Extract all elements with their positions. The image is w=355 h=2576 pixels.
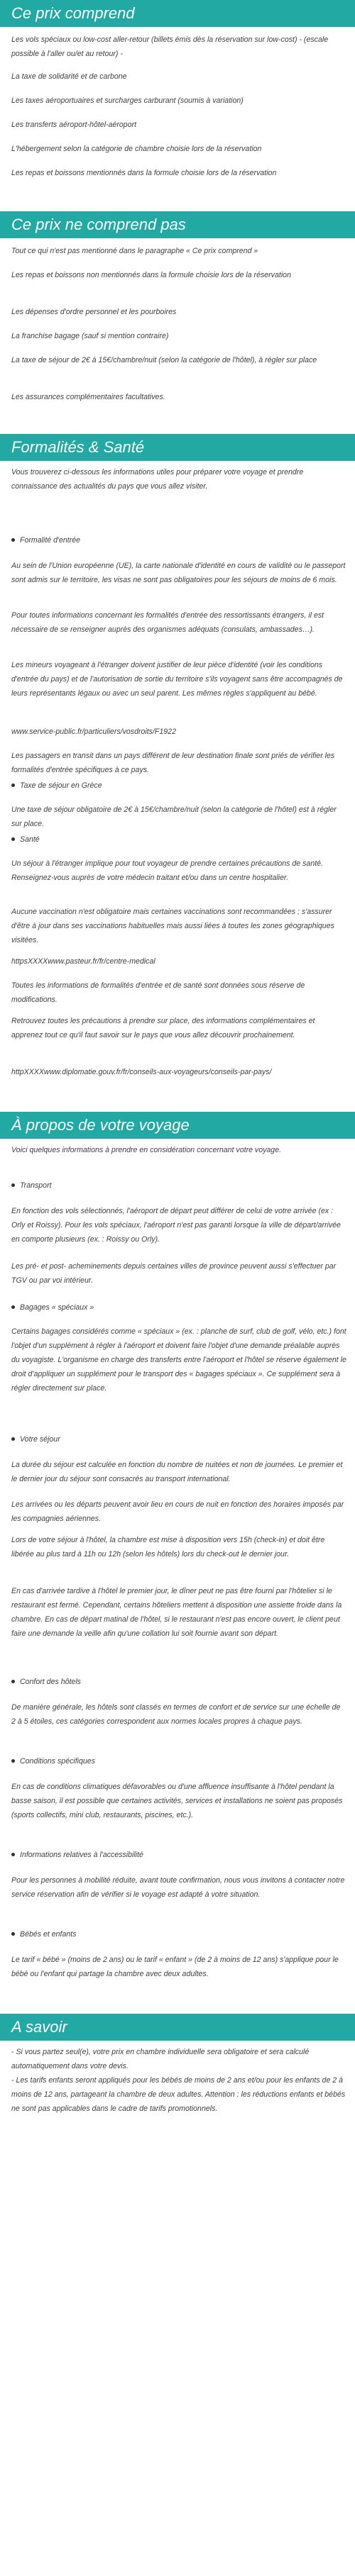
included-item: La taxe de solidarité et de carbone: [11, 72, 127, 81]
section-title: Ce prix comprend: [11, 4, 135, 22]
about-paragraph: Pour les personnes à mobilité réduite, avant toute confirmation, nous vous invitons à contacter notre service réservation afin de vérifier si le voyage est adapté à votre situation.: [11, 1876, 345, 1899]
included-item: Les transferts aéroport-hôtel-aéroport: [11, 121, 137, 129]
formalities-paragraph: Un séjour à l'étranger implique pour tout voyageur de prendre certaines précautions de santé. Renseignez-vous auprès de votre médecin traitant et/ou dans un centre hospitalier.: [11, 859, 323, 882]
about-paragraph: La durée du séjour est calculée en fonction du nombre de nuitées et non de journées. Le premier et le dernier jour du séjour sont consacrés au transport international.: [11, 1461, 343, 1483]
about-paragraph: En cas de conditions climatiques défavorables ou d'une affluence insuffisante à l'hôtel pendant la basse saison, il est possible que certaines activités, services et installations ne soient pas proposés (sports collectifs, mini club, restaurants, piscines, etc.).: [11, 1783, 343, 1819]
formalities-link[interactable]: httpXXXXwww.diplomatie.gouv.fr/fr/conseils-aux-voyageurs/conseils-par-pays/: [11, 1068, 272, 1076]
about-paragraph: En cas d'arrivée tardive à l'hôtel le premier jour, le dîner peut ne pas être fourni par l'hôtelier si le restaurant est fermé. Cependant, certains hôteliers mettent à disposition une assiette froide dans la chambre. En cas de départ matinal de l'hôtel, si le restaurant n'est pas encore ouvert, le client peut faire une demande la veille afin qu'une collation lui soit fournie avant son départ.: [11, 1587, 342, 1638]
formalities-paragraph: Une taxe de séjour obligatoire de 2€ à 15€/chambre/nuit (selon la catégorie de l'hôtel) est à régler sur place.: [11, 805, 337, 828]
bullet-health: Santé: [20, 832, 332, 847]
included-item: Les repas et boissons mentionnés dans la formule choisie lors de la réservation: [11, 169, 277, 177]
section-title: À propos de votre voyage: [11, 1116, 190, 1134]
excluded-item: Tout ce qui n'est pas mentionné dans le paragraphe « Ce prix comprend »: [11, 247, 258, 255]
about-paragraph: Certains bagages considérés comme « spéciaux » (ex. : planche de surf, club de golf, vélo, etc.) font l'objet d'un supplément à régler à l'aéroport et doivent faire l'objet d'une demande préalable auprès du voyagiste. L'organisme en charge des transferts entre l'aéroport et l'hôtel se réserve également le droit d'appliquer un supplément pour le transport des « bagages spéciaux ». Ce supplément sera à régler directement sur place.: [11, 1327, 346, 1393]
bullet-specific-conditions: Conditions spécifiques: [20, 1754, 332, 1768]
about-intro: Voici quelques informations à prendre en considération concernant votre voyage.: [11, 1146, 282, 1154]
section-header-about-trip: [0, 1112, 355, 1139]
section-title: A savoir: [11, 2018, 67, 2036]
section-title: Formalités & Santé: [11, 438, 145, 456]
formalities-link[interactable]: httpsXXXXwww.pasteur.fr/fr/centre-medical: [11, 957, 155, 966]
formalities-intro: Vous trouverez ci-dessous les informations utiles pour préparer votre voyage et prendre connaissance des actualités du pays que vous allez visiter.: [11, 468, 304, 491]
formalities-paragraph: Retrouvez toutes les précautions à prendre sur place, des informations complémentaires et apprenez tout ce qu'il faut savoir sur le pays que vous allez découvrir prochainement.: [11, 1017, 315, 1039]
formalities-paragraph: Pour toutes informations concernant les formalités d'entrée des ressortissants étrangers, il est nécessaire de se renseigner auprès des organismes adéquats (consulats, ambassades…).: [11, 611, 324, 634]
bullet-transport: Transport: [20, 1178, 332, 1193]
formalities-paragraph: Toutes les informations de formalités d'entrée et de santé sont données sous réserve de modifications.: [11, 981, 305, 1004]
excluded-item: Les assurances complémentaires facultatives.: [11, 393, 165, 401]
bullet-your-stay: Votre séjour: [20, 1432, 332, 1446]
section-header-formalities: [0, 434, 355, 461]
about-paragraph: Les pré- et post- acheminements depuis certaines villes de province peuvent aussi s'effectuer par TGV ou par voi intérieur.: [11, 1262, 337, 1285]
excluded-item: Les repas et boissons non mentionnés dans la formule choisie lors de la réservation: [11, 271, 291, 279]
excluded-item: La franchise bagage (sauf si mention contraire): [11, 332, 169, 340]
formalities-paragraph: Les passagers en transit dans un pays différent de leur destination finale sont priés de vérifier les formalités d'entrée spécifiques à ce pays.: [11, 752, 335, 774]
included-item: L'hébergement selon la catégorie de chambre choisie lors de la réservation: [11, 145, 262, 153]
about-paragraph: De manière générale, les hôtels sont classés en termes de confort et de service sur une échelle de 2 à 5 étoiles, ces catégories correspondent aux normes locales propres à chaque pays.: [11, 1703, 341, 1726]
included-item: Les taxes aéroportuaires et surcharges carburant (soumis à variation): [11, 96, 244, 105]
about-paragraph: En fonction des vols sélectionnés, l'aéroport de départ peut différer de celui de votre arrivée (ex : Orly et Roissy). Pour les vols spéciaux, l'aéroport n'est pas garanti lorsque la ville de départ/arrivée en comporte plusieurs (ex. : Roissy ou Orly).: [11, 1207, 341, 1244]
about-paragraph: Les arrivées ou les départs peuvent avoir lieu en cours de nuit en fonction des horaires imposés par les compagnies aériennes.: [11, 1500, 344, 1523]
excluded-item: La taxe de séjour de 2€ à 15€/chambre/nuit (selon la catégorie de l'hôtel), à régler sur place: [11, 356, 317, 364]
about-paragraph: Lors de votre séjour à l'hôtel, la chambre est mise à disposition vers 15h (check-in) et doit être libérée au plus tard à 11h ou 12h (selon les hôtels) lors du check-out le dernier jour.: [11, 1536, 325, 1559]
bullet-babies-children: Bébés et enfants: [20, 1927, 332, 1941]
bullet-accessibility: Informations relatives à l'accessibilité: [20, 1848, 332, 1862]
about-paragraph: Le tarif « bébé » (moins de 2 ans) ou le tarif « enfant » (de 2 à moins de 12 ans) s'applique pour le bébé ou l'enfant qui partage la chambre avec deux adultes.: [11, 1956, 339, 1978]
formalities-paragraph: Les mineurs voyageant à l'étranger doivent justifier de leur pièce d'identité (voir les conditions d'entrée du pays) et de l'autorisation de sortie du territoire s'ils voyagent sans être accompagnés de leurs représentants légaux ou avec un seul parent. Les mêmes règles s'appliquent au bébé.: [11, 661, 343, 698]
formalities-paragraph: Au sein de l'Union européenne (UE), la carte nationale d'identité en cours de validité ou le passeport sont admis sur le territoire, les visas ne sont pas obligatoires pour les séjours de moins de 6 mois.: [11, 562, 346, 584]
formalities-link[interactable]: www.service-public.fr/particuliers/vosdroits/F1922: [11, 727, 176, 736]
bullet-tourist-tax: Taxe de séjour en Grèce: [20, 779, 332, 793]
formalities-paragraph: Aucune vaccination n'est obligatoire mais certaines vaccinations sont recommandées ; s'assurer d'être à jour dans ses vaccinations habituelles mais aussi liées à toutes les zones géographiques visitées.: [11, 908, 334, 944]
section-title: Ce prix ne comprend pas: [11, 216, 186, 233]
good-to-know-text: - Si vous partez seul(e), votre prix en chambre individuelle sera obligatoire et sera calculé automatiquement dans votre devis. - Les tarifs enfants seront appliqués pour les bébés de moins de 2 ans et/ou pour les enfants de 2 à moins de 12 ans, partageant la chambre de deux adultes. Attention : les réductions enfants et bébés ne sont pas applicables dans le cadre de tarifs promotionnels.: [11, 2048, 346, 2113]
included-item: Les vols spéciaux ou low-cost aller-retour (billets émis dès la réservation sur low-cost) - (escale possible à l'aller ou/et au retour) -: [11, 35, 329, 58]
bullet-hotel-comfort: Confort des hôtels: [20, 1675, 332, 1689]
section-header-included: [0, 0, 355, 27]
bullet-entry-formalities: Formalité d'entrée: [20, 533, 332, 547]
section-header-good-to-know: [0, 2014, 355, 2041]
bullet-special-luggage: Bagages « spéciaux »: [20, 1300, 332, 1315]
excluded-item: Les dépenses d'ordre personnel et les pourboires: [11, 308, 177, 316]
section-header-excluded: [0, 211, 355, 238]
